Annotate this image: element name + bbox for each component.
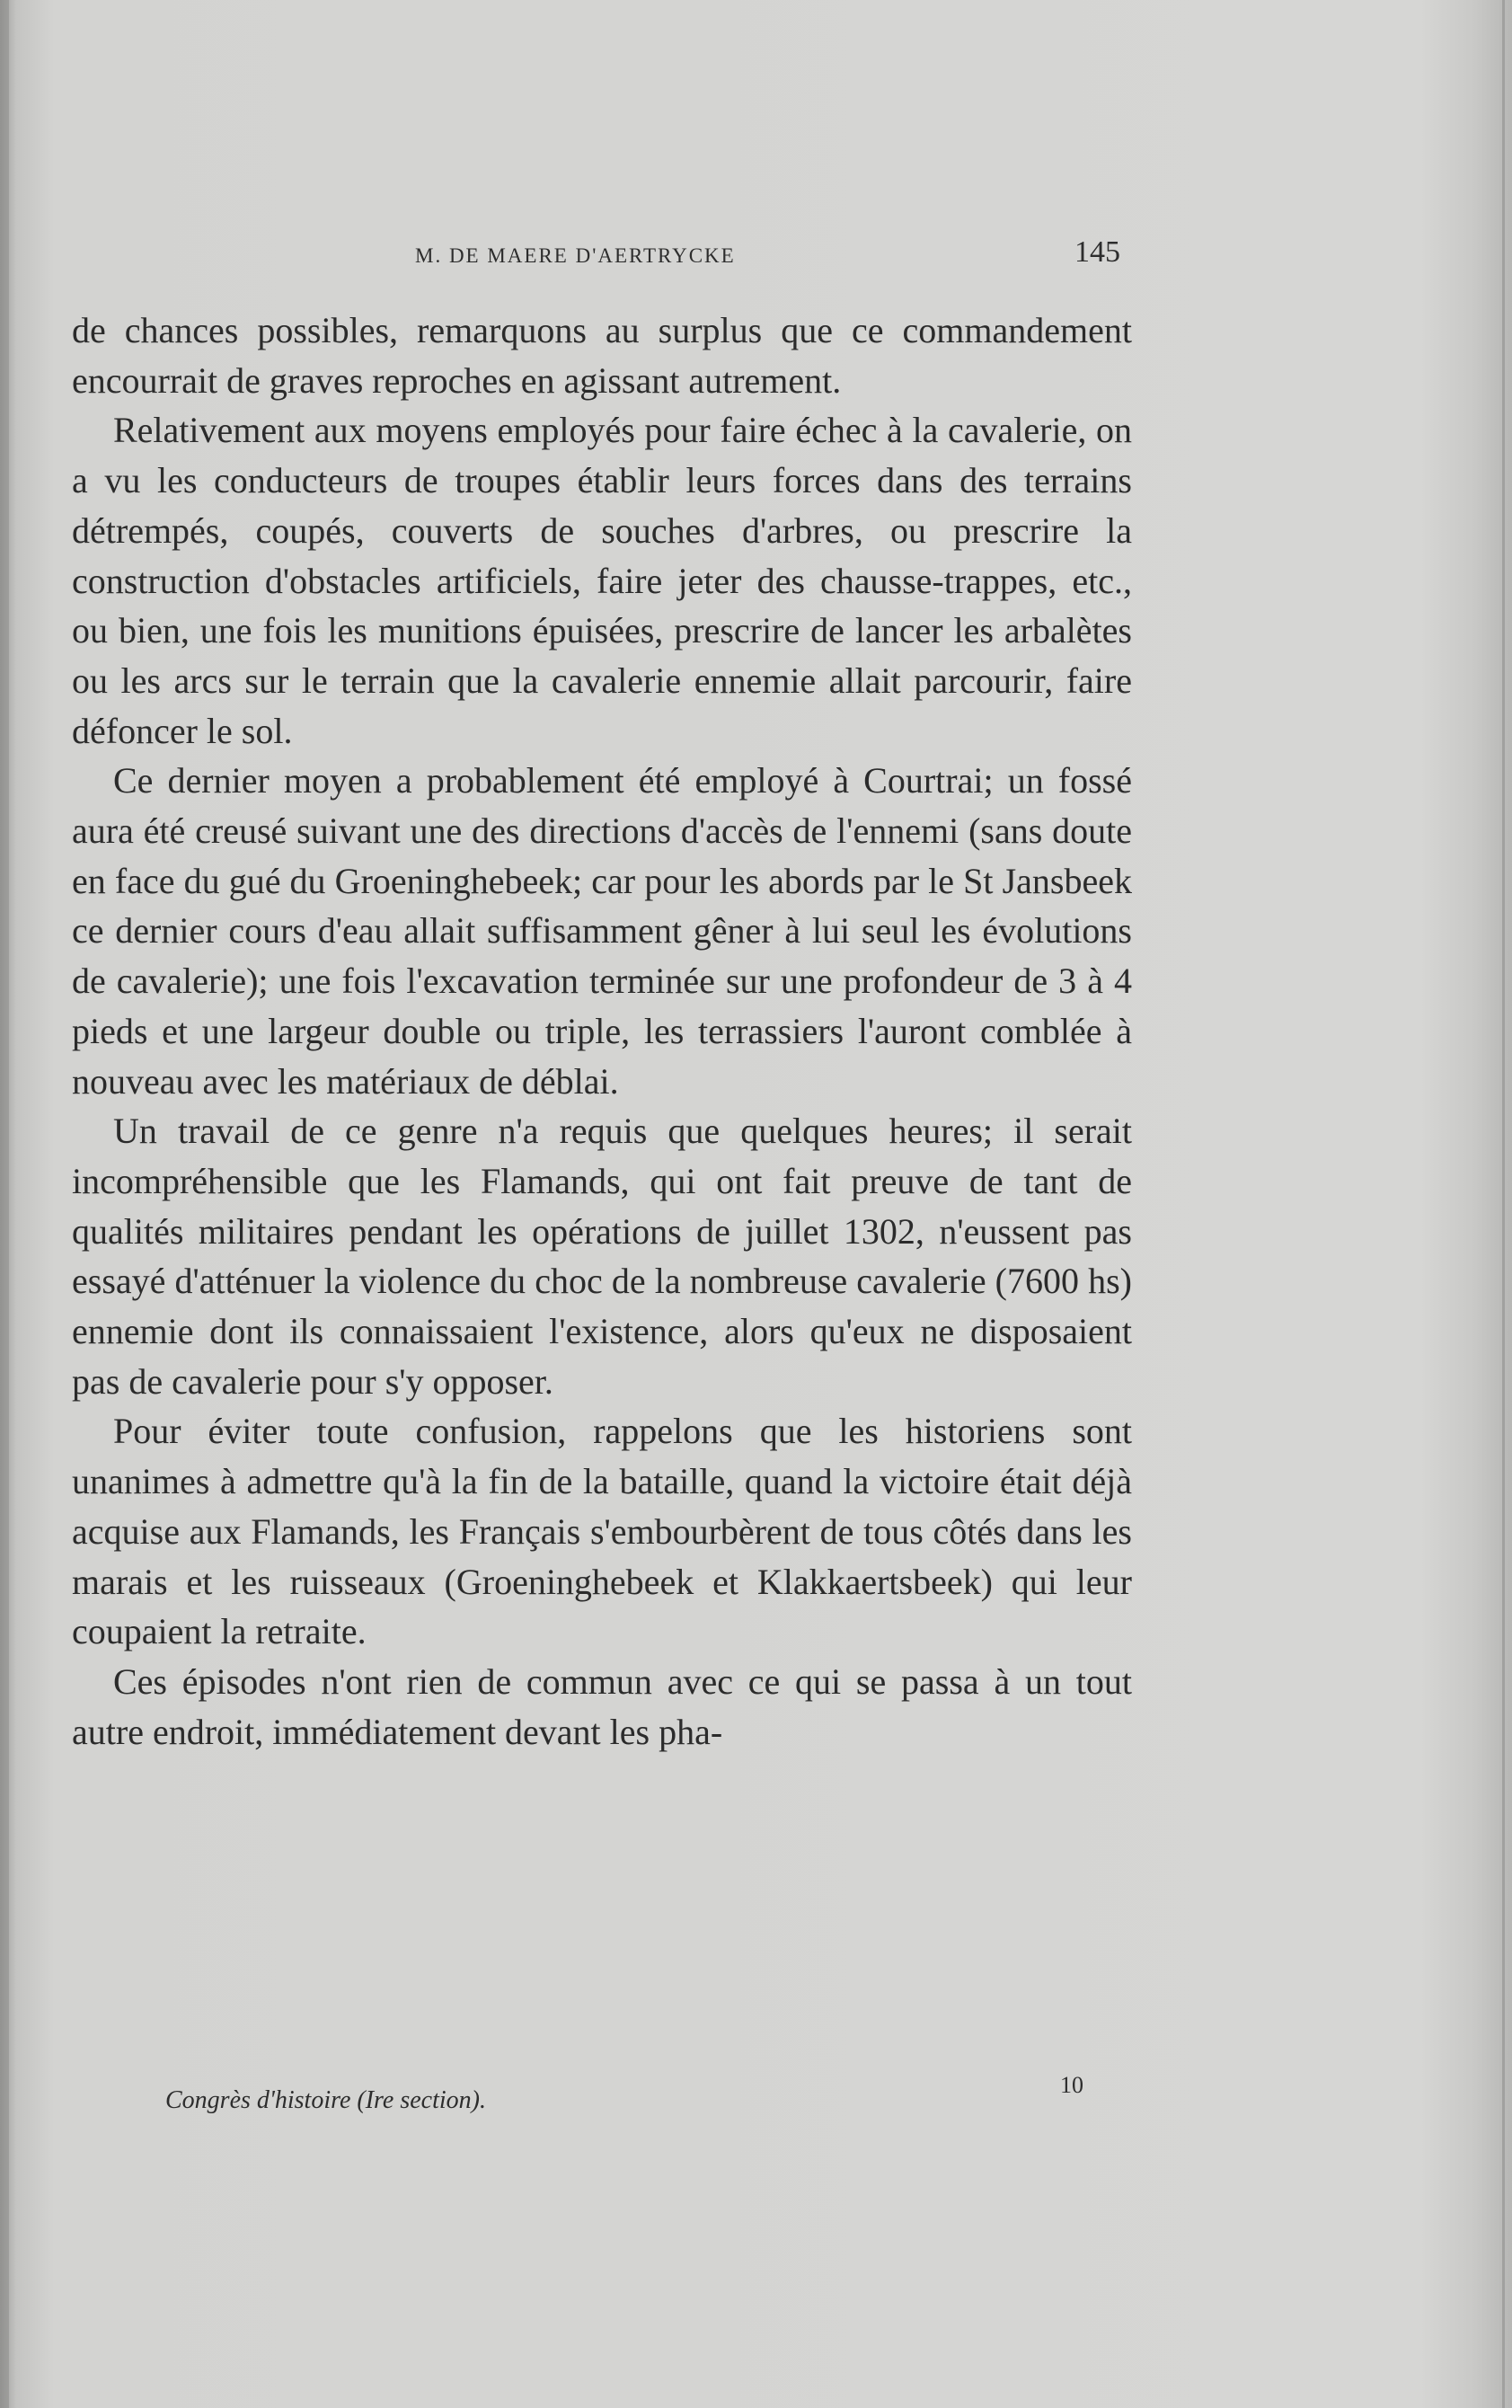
page-right-edge (1502, 0, 1505, 2408)
paragraph-6: Ces épisodes n'ont rien de commun avec ce qui se passa à un tout autre endroit, immédiatement devant les pha- (72, 1660, 1132, 1752)
paragraph-4: Un travail de ce genre n'a requis que quelques heures; il serait incompréhensible que les Flamands, qui ont fait preuve de tant de qualités militaires pendant les opérations de juillet 1302, n'eussent pas essayé d'atténuer la violence du choc de la nombreuse cavalerie (7600 hs) ennemie dont ils connaissaient l'existence, alors qu'eux ne disposaient pas de cavalerie pour s'y opposer. (72, 1111, 1132, 1402)
signature-mark: 10 (1060, 2072, 1083, 2098)
page-left-shadow (0, 0, 9, 2408)
paragraph-3: Ce dernier moyen a probablement été employé à Courtrai; un fossé aura été creusé suivant une des directions d'accès de l'ennemi (sans doute en face du gué du Groeninghebeek; car pour les abords par le St Jansbeek ce dernier cours d'eau allait suffisamment gêner à lui seul les évolutions de cavalerie); une fois l'excavation terminée sur une profondeur de 3 à 4 pieds et une largeur double ou triple, les terrassiers l'auront comblée à nouveau avec les matériaux de déblai. (72, 760, 1132, 1102)
paragraph-2: Relativement aux moyens employés pour faire échec à la cavalerie, on a vu les conducteurs de troupes établir leurs forces dans des terrains détrempés, coupés, couverts de souches d'arbres, ou prescrire la construction d'obstacles artificiels, faire jeter des chausse-trappes, etc., ou bien, une fois les munitions épuisées, prescrire de lancer les arbalètes ou les arcs sur le terrain que la cavalerie ennemie allait parcourir, faire défoncer le sol. (72, 410, 1132, 751)
page-number: 145 (1074, 235, 1120, 269)
running-head: M. DE MAERE D'AERTRYCKE (415, 244, 736, 267)
footer-title: Congrès d'histoire (Ire section). (165, 2086, 486, 2114)
paragraph-5: Pour éviter toute confusion, rappelons que les historiens sont unanimes à admettre qu'à la fin de la bataille, quand la victoire était déjà acquise aux Flamands, les Français s'embourbèrent de tous côtés dans les marais et les ruisseaux (Groeninghebeek et Klakkaertsbeek) qui leur coupaient la retraite. (72, 1411, 1132, 1652)
body-text (72, 305, 1132, 1757)
paragraph-1: de chances possibles, remarquons au surplus que ce commandement encourrait de graves reproches en agissant autrement. (72, 310, 1132, 401)
